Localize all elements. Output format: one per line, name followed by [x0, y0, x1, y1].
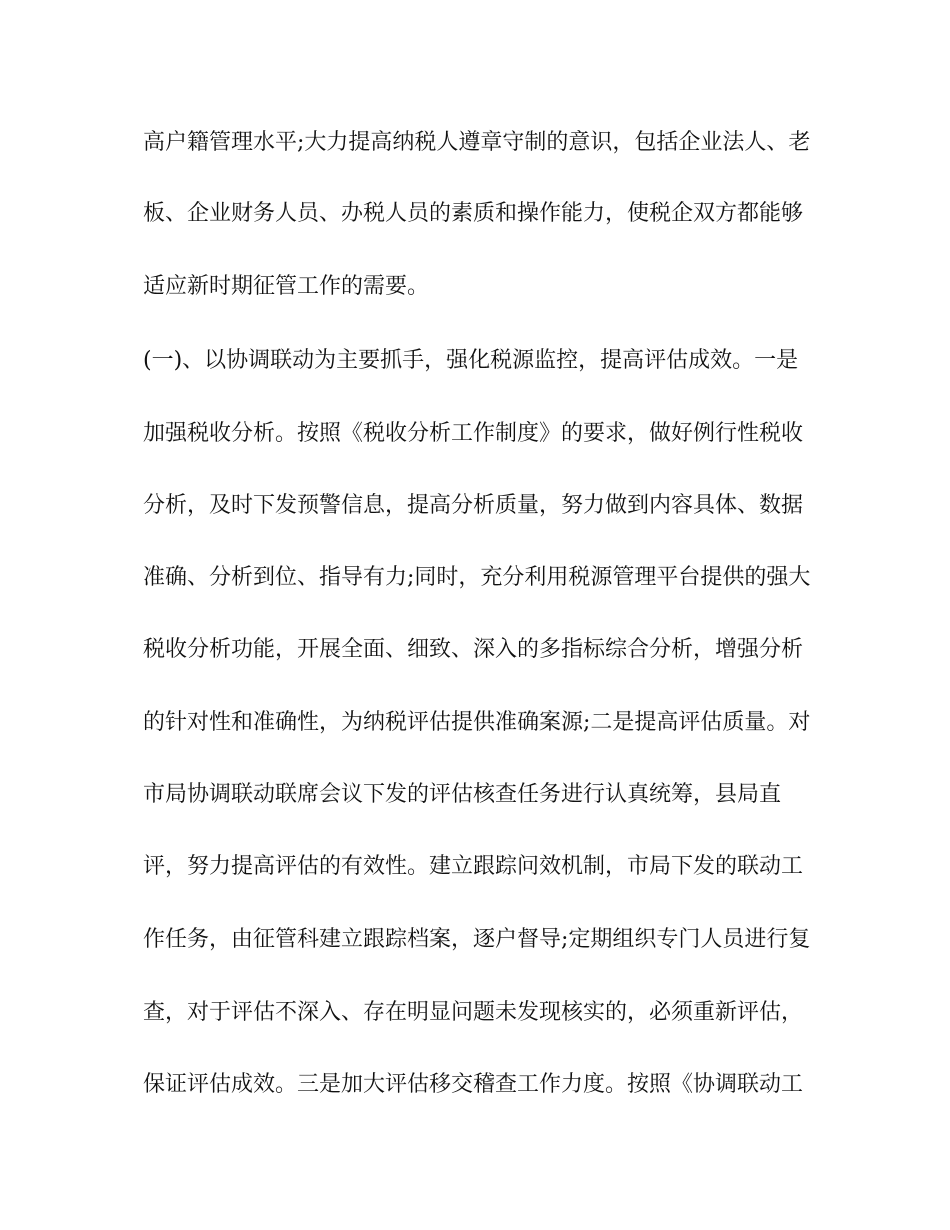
- text-line: 适应新时期征管工作的需要。: [143, 274, 430, 299]
- text-line: 的针对性和准确性，为纳税评估提供准确案源;二是提高评估质量。对: [143, 710, 811, 735]
- text-line: 市局协调联动联席会议下发的评估核查任务进行认真统筹，县局直: [143, 782, 782, 807]
- text-line: 评，努力提高评估的有效性。建立跟踪问效机制，市局下发的联动工: [143, 854, 804, 879]
- text-line: 准确、分析到位、指导有力;同时，充分利用税源管理平台提供的强大: [143, 565, 811, 590]
- text-line: (一)、以协调联动为主要抓手，强化税源监控，提高评估成效。一是: [143, 348, 799, 373]
- text-line: 保证评估成效。三是加大评估移交稽查工作力度。按照《协调联动工: [143, 1072, 804, 1097]
- text-line: 高户籍管理水平;大力提高纳税人遵章守制的意识，包括企业法人、老: [143, 130, 811, 155]
- text-line: 分析，及时下发预警信息，提高分析质量，努力做到内容具体、数据: [143, 493, 804, 518]
- text-line: 作任务，由征管科建立跟踪档案，逐户督导;定期组织专门人员进行复: [143, 927, 811, 952]
- text-line: 税收分析功能，开展全面、细致、深入的多指标综合分析，增强分析: [143, 637, 804, 662]
- text-line: 加强税收分析。按照《税收分析工作制度》的要求，做好例行性税收: [143, 421, 804, 446]
- text-line: 板、企业财务人员、办税人员的素质和操作能力，使税企双方都能够: [143, 201, 804, 226]
- text-line: 查，对于评估不深入、存在明显问题未发现核实的，必须重新评估，: [143, 1000, 804, 1025]
